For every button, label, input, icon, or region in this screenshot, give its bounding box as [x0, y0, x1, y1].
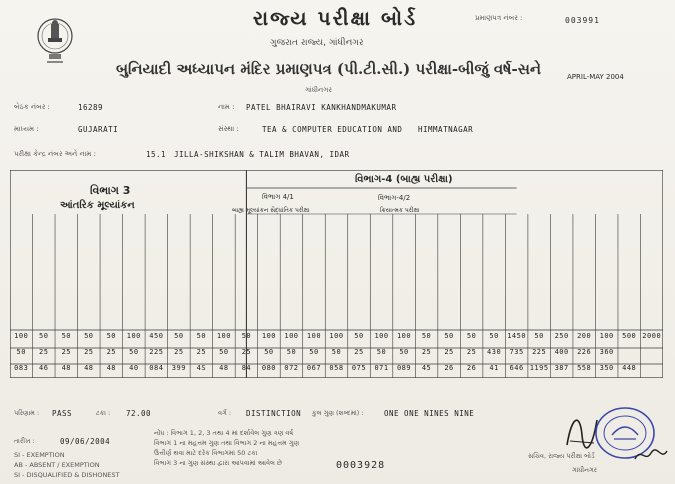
marks-cell: 350 — [599, 364, 614, 372]
marks-cell: 080 — [261, 364, 277, 372]
marks-cell: 26 — [466, 364, 477, 372]
note-line-2: વિભાગ 1 ના મહત્તમ ગુણ તથા વિભાગ 2 ના મહત્તમ ગુણ — [154, 439, 300, 447]
date-label: તારીખ : — [14, 437, 35, 445]
marks-cell: 48 — [84, 364, 94, 372]
marks-cell: 500 — [622, 332, 637, 340]
marks-cell: 646 — [509, 364, 524, 372]
class-label: વર્ગ : — [218, 409, 232, 417]
marks-cell: 25 — [61, 348, 71, 356]
result-label: પરિણામ : — [14, 409, 40, 417]
medium-label: માધ્યમ : — [14, 125, 39, 133]
marks-cell: 25 — [174, 348, 184, 356]
section3-subtitle: આંતરિક મૂલ્યાંકન — [60, 200, 135, 211]
marks-cell: 084 — [149, 364, 164, 372]
marks-cell: 45 — [421, 364, 432, 372]
seat-no: 16289 — [78, 103, 104, 112]
marks-cell: 448 — [622, 364, 637, 372]
marks-cell: 50 — [61, 332, 71, 340]
marks-cell: 25 — [106, 348, 117, 356]
marks-cell: 558 — [577, 364, 592, 372]
center-no: 15.1 — [146, 150, 167, 159]
center-city: HIMMATNAGAR — [418, 125, 474, 134]
name-label: નામ : — [218, 103, 235, 111]
percent-value: 72.00 — [126, 409, 152, 418]
marks-cell: 058 — [329, 364, 344, 372]
marks-cell: 387 — [554, 364, 569, 372]
marks-cell: 50 — [286, 348, 297, 356]
marks-cell: 450 — [149, 332, 164, 340]
marks-cell: 071 — [374, 364, 389, 372]
institute-label: સંસ્થા : — [218, 125, 239, 133]
marks-cell: 100 — [306, 332, 322, 340]
percent-label: ટકા : — [96, 409, 111, 417]
marks-cell: 399 — [171, 364, 186, 372]
marks-cell: 100 — [374, 332, 389, 340]
exam-session: APRIL-MAY 2004 — [567, 73, 624, 81]
seat-label: બેઠક નંબર : — [14, 103, 50, 111]
marks-cell: 100 — [284, 332, 299, 340]
candidate-name: PATEL BHAIRAVI KANKHANDMAKUMAR — [246, 103, 397, 112]
total-words-label: કુલ ગુણ (શબ્દમાં) : — [312, 409, 364, 417]
marks-cell: 400 — [554, 348, 569, 356]
marks-cell: 50 — [444, 332, 454, 340]
note-line-3: ઉત્તીર્ણ થવા માટે દરેક વિભાગમાં 50 ટકા — [154, 449, 258, 457]
section4-title: વિભાગ-4 (બાહ્ય પરીક્ષા) — [355, 174, 453, 185]
section41-title: વિભાગ 4/1 — [262, 193, 294, 201]
marks-cell: 075 — [351, 364, 367, 372]
marks-cell: 50 — [264, 348, 274, 356]
institute-value: TEA & COMPUTER EDUCATION AND — [262, 125, 403, 134]
marks-cell: 50 — [196, 332, 207, 340]
certificate-no: 003991 — [565, 16, 600, 25]
note-line-1: નોંધ : વિભાગ 1, 2, 3 તથા 4 માં દર્શાવેલ ગુણ ત્રણ વર્ષ — [154, 429, 294, 437]
signatory-label: સચિવ, રાજ્ય પરીક્ષા બોર્ડ — [528, 452, 595, 460]
marks-cell: 1450 — [507, 332, 527, 340]
center-label: પરીક્ષા કેન્દ્ર નંબર અને નામ : — [14, 150, 96, 158]
marks-cell: 100 — [329, 332, 344, 340]
state-emblem-icon — [36, 14, 74, 74]
marks-cell: 26 — [444, 364, 454, 372]
initials-icon — [633, 445, 669, 465]
marks-cell: 25 — [466, 348, 477, 356]
marks-cell: 2000 — [642, 332, 662, 340]
marks-cell: 4S — [196, 364, 207, 372]
marks-cell: 40 — [129, 364, 139, 372]
footer-code-3: SI - DISQUALIFIED & DISHONEST — [14, 471, 120, 479]
board-title: રાજ્ય પરીક્ષા બોર્ડ — [252, 6, 418, 30]
marks-cell: 1195 — [529, 364, 549, 372]
marks-cell: 50 — [331, 348, 342, 356]
marks-cell: 100 — [261, 332, 277, 340]
marks-cell: 430 — [487, 348, 502, 356]
serial-number: 0003928 — [336, 460, 386, 471]
marks-cell: 25 — [84, 348, 94, 356]
marks-cell: 48 — [61, 364, 71, 372]
center-name: JILLA-SHIKSHAN & TALIM BHAVAN, IDAR — [174, 150, 350, 159]
marks-cell: 25 — [444, 348, 454, 356]
marks-cell: 25 — [241, 348, 252, 356]
place-subtitle: ગાંધીનગર — [305, 86, 332, 94]
marks-cell: 25 — [354, 348, 364, 356]
footer-code-1: SI - EXEMPTION — [14, 451, 65, 459]
marks-cell: 100 — [14, 332, 29, 340]
marks-cell: 50 — [39, 332, 49, 340]
result-value: PASS — [52, 409, 73, 418]
date-value: 09/06/2004 — [60, 437, 111, 446]
marks-cell: 100 — [126, 332, 141, 340]
note-line-4: વિભાગ 3 ના ગુણ સંસ્થા દ્વારા આપવામાં આવેલ છે — [154, 459, 283, 467]
section3-title: વિભાગ 3 — [90, 184, 131, 197]
marks-cell: 50 — [219, 348, 229, 356]
marks-cell: 50 — [84, 332, 94, 340]
marks-cell: 100 — [396, 332, 412, 340]
marks-cell: 089 — [396, 364, 412, 372]
marks-cell: 226 — [577, 348, 592, 356]
marks-cell: 25 — [196, 348, 207, 356]
certificate-no-label: પ્રમાણપત્ર નંબર : — [475, 14, 523, 22]
marks-cell: 25 — [39, 348, 49, 356]
section42-title: વિભાગ-4/2 — [378, 194, 411, 202]
class-value: DISTINCTION — [246, 409, 302, 418]
marks-cell: 48 — [219, 364, 229, 372]
marks-cell: 50 — [241, 332, 252, 340]
marks-cell: 50 — [466, 332, 477, 340]
medium-value: GUJARATI — [78, 125, 119, 134]
marks-cell: 50 — [129, 348, 139, 356]
marks-cell: 225 — [149, 348, 164, 356]
marks-cell: 50 — [376, 348, 387, 356]
total-words-value: ONE ONE NINES NINE — [384, 409, 475, 418]
marks-cell: 48 — [106, 364, 117, 372]
marks-cell: 067 — [306, 364, 322, 372]
marks-cell: 50 — [354, 332, 364, 340]
signatory-place: ગાંધીનગર — [572, 466, 598, 474]
marks-cell: 46 — [39, 364, 49, 372]
marks-cell: 25 — [421, 348, 432, 356]
marks-cell: 50 — [309, 348, 319, 356]
marks-cell: 360 — [599, 348, 614, 356]
footer-code-2: AB - ABSENT / EXEMPTION — [14, 461, 100, 469]
marks-cell: 100 — [599, 332, 614, 340]
section41-subtitle: બાહ્ય મૂલ્યાંકન સૈદ્ધાંતિક પરીક્ષા — [232, 207, 310, 214]
marks-cell: 250 — [554, 332, 569, 340]
marks-cell: 200 — [577, 332, 592, 340]
marks-cell: 50 — [399, 348, 409, 356]
marks-cell: 083 — [14, 364, 29, 372]
marks-cell: 100 — [216, 332, 231, 340]
marks-cell: 41 — [489, 364, 499, 372]
marks-cell: 50 — [421, 332, 432, 340]
marks-cell: 50 — [489, 332, 499, 340]
marks-cell: 072 — [284, 364, 299, 372]
marks-cell: 50 — [174, 332, 184, 340]
marks-cell: 50 — [106, 332, 117, 340]
state-subtitle: ગુજરાત રાજ્ય, ગાંધીનગર — [270, 38, 364, 48]
marks-cell: 84 — [241, 364, 252, 372]
marks-cell: 735 — [509, 348, 524, 356]
marks-cell: 225 — [532, 348, 547, 356]
marks-cell: 50 — [534, 332, 544, 340]
section42-subtitle: ક્રિયાત્મક પરીક્ષા — [380, 207, 420, 214]
exam-subtitle: બુનિયાદી અધ્યાપન મંદિર પ્રમાણપત્ર (પી.ટી.સી.) પરીક્ષા-બીજું વર્ષ-સને — [116, 60, 542, 78]
marks-cell: 50 — [16, 348, 26, 356]
